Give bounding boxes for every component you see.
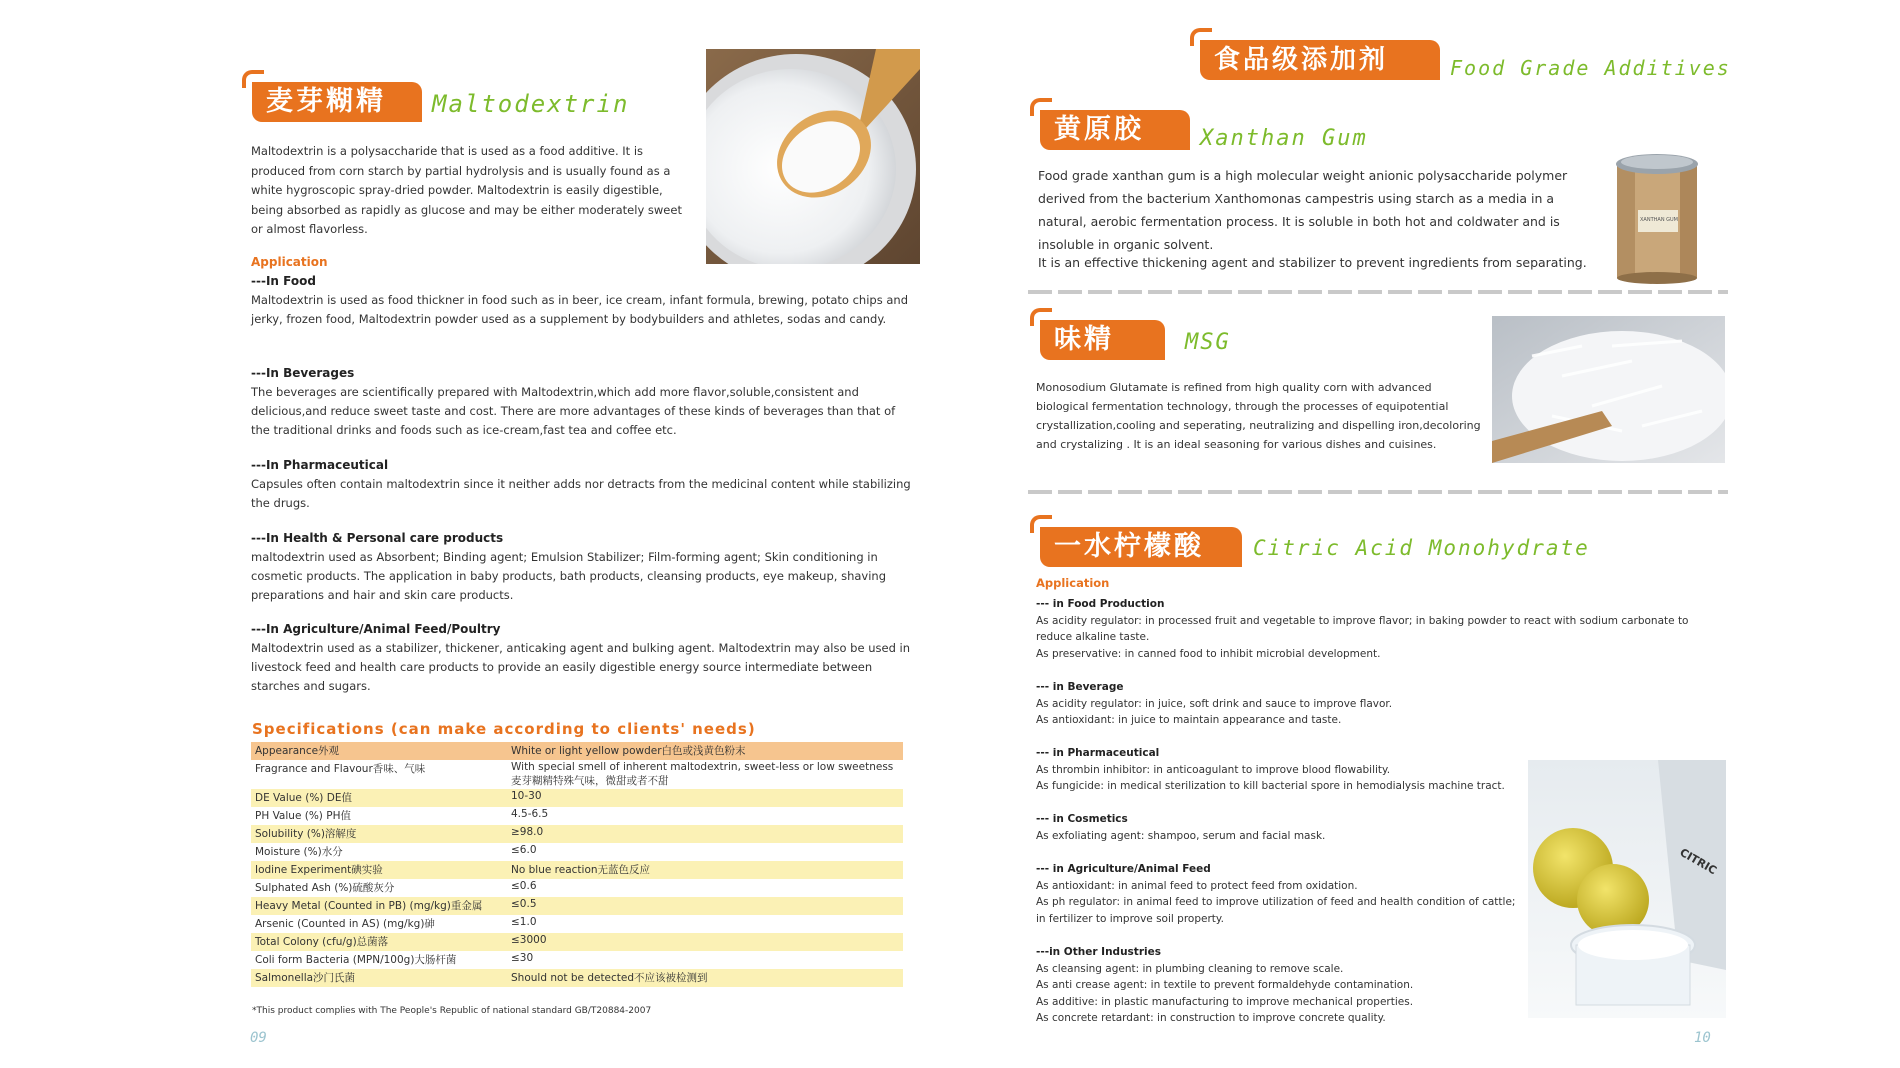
maltodextrin-intro: Maltodextrin is a polysaccharide that is used as a food additive. It is produced from corn starch by partial hydrolysis and is usually found as a white hygroscopic spray-dried powder. Maltodextrin is easily digestible, being absorbed as rapidly as glucose and may be either moderately sweet or almost flavorless.	[251, 144, 682, 236]
spec-row	[251, 951, 903, 969]
section-line: As antioxidant: in juice to maintain appearance and taste.	[1036, 714, 1342, 726]
citric-section-agriculture	[1036, 861, 1516, 927]
spec-row	[251, 807, 903, 825]
spec-value: Should not be detected不应该被检测到	[507, 969, 903, 987]
spec-value: ≤0.6	[511, 880, 537, 892]
section-text: maltodextrin used as Absorbent; Binding agent; Emulsion Stabilizer; Film-forming agent; Skin conditioning in cosmetic products. The application in baby products, bath products, cleansing products, eye makeup, shaving preparations and hair and skin care products.	[251, 550, 886, 602]
xanthan-title-en: Xanthan Gum	[1200, 126, 1368, 151]
maltodextrin-photo	[706, 49, 920, 264]
spec-value: White or light yellow powder白色或浅黄色粉末	[507, 742, 903, 760]
spec-value: ≤0.5	[507, 897, 903, 915]
section-text: Capsules often contain maltodextrin since it neither adds nor detracts from the medicinal content while stabilizing the drugs.	[251, 477, 911, 510]
spec-row	[251, 742, 903, 760]
spec-value: ≤1.0	[511, 916, 537, 928]
header-title-cn: 食品级添加剂	[1200, 40, 1440, 80]
page-number-right: 10	[1694, 1030, 1711, 1046]
section-title: --- in Cosmetics	[1036, 813, 1128, 825]
spec-key: DE Value (%) DE值	[251, 789, 507, 807]
maltodextrin-section-health	[251, 529, 911, 605]
page-number-left: 09	[250, 1030, 267, 1046]
section-title: --- in Food Production	[1036, 598, 1165, 610]
citric-title-en: Citric Acid Monohydrate	[1253, 536, 1590, 560]
section-line: As antioxidant: in animal feed to protect feed from oxidation.	[1036, 879, 1358, 892]
maltodextrin-section-agriculture	[251, 620, 916, 696]
spec-key: Arsenic (Counted in AS) (mg/kg)砷	[255, 918, 435, 930]
spec-key: Appearance外观	[251, 742, 507, 760]
spec-key: Total Colony (cfu/g)总菌落	[251, 933, 507, 951]
section-line: As acidity regulator: in processed fruit and vegetable to improve flavor; in baking powder to react with sodium carbonate to reduce alkaline taste.	[1036, 614, 1689, 643]
citric-section-cosmetics	[1036, 811, 1456, 844]
section-title: ---In Agriculture/Animal Feed/Poultry	[251, 622, 501, 636]
spec-value: ≤3000	[507, 933, 903, 951]
section-line: As concrete retardant: in construction to improve concrete quality.	[1036, 1012, 1386, 1024]
section-title: --- in Beverage	[1036, 681, 1124, 693]
section-title: --- in Pharmaceutical	[1036, 747, 1160, 759]
spec-row	[251, 861, 903, 879]
spec-row	[251, 897, 903, 915]
citric-application-label: Application	[1036, 576, 1110, 590]
spec-value: 4.5-6.5	[511, 808, 549, 820]
spec-value: No blue reaction无蓝色反应	[507, 861, 903, 879]
divider-1	[1028, 290, 1728, 294]
spec-value: With special smell of inherent maltodextrin, sweet-less or low sweetness 麦芽糊精特殊气味，微甜或者不甜	[511, 761, 894, 787]
spec-key: Sulphated Ash (%)硫酸灰分	[255, 882, 395, 894]
section-line: As additive: in plastic manufacturing to improve mechanical properties.	[1036, 995, 1414, 1008]
xanthan-title-cn: 黄原胶	[1040, 110, 1190, 150]
citric-section-pharmaceutical	[1036, 745, 1526, 795]
xanthan-drum-photo	[1610, 150, 1705, 285]
spec-table	[251, 742, 903, 987]
section-text: Maltodextrin used as a stabilizer, thickener, anticaking agent and bulking agent. Maltodextrin may also be used in livestock feed and health care products to provide an easily digestible energy source intermediate between starches and sugars.	[251, 641, 911, 693]
citric-photo-label: CITRIC	[1677, 845, 1719, 878]
spec-row	[251, 789, 903, 807]
maltodextrin-title-cn: 麦芽糊精	[252, 82, 422, 122]
spec-row	[251, 969, 903, 987]
msg-description: Monosodium Glutamate is refined from high quality corn with advanced biological fermentation technology, through the processes of equipotential crystallization,cooling and seperating, neutralizing and dispelling iron,decoloring and crystalizing . It is an ideal seasoning for various dishes and cuisines.	[1036, 381, 1481, 451]
spec-value: ≥98.0	[507, 825, 903, 843]
citric-title-cn: 一水柠檬酸	[1040, 527, 1242, 567]
spec-key: Salmonella沙门氏菌	[251, 969, 507, 987]
section-title: ---in Other Industries	[1036, 946, 1161, 958]
section-title: ---In Health & Personal care products	[251, 531, 504, 545]
spec-key: Moisture (%)水分	[255, 846, 343, 858]
section-line: As ph regulator: in animal feed to improve utilization of feed and health condition of cattle; in fertilizer to improve soil property.	[1036, 896, 1516, 925]
spec-row	[251, 760, 903, 789]
section-line: As thrombin inhibitor: in anticoagulant to improve blood flowability.	[1036, 763, 1391, 776]
section-line: As fungicide: in medical sterilization to kill bacterial spore in hemodialysis machine tract.	[1036, 780, 1505, 792]
msg-photo	[1492, 316, 1725, 463]
spec-key: Heavy Metal (Counted in PB) (mg/kg)重金属	[251, 897, 507, 915]
maltodextrin-title-en: Maltodextrin	[432, 90, 630, 118]
xanthan-line: natural, aerobic fermentation process. It is soluble in both hot and coldwater and is	[1038, 214, 1560, 229]
spec-row	[251, 915, 903, 933]
section-title: ---In Beverages	[251, 366, 355, 380]
spec-key: Iodine Experiment碘实验	[251, 861, 507, 879]
maltodextrin-section-beverages	[251, 364, 911, 440]
maltodextrin-section-food	[251, 272, 911, 329]
spec-value: ≤6.0	[511, 844, 537, 856]
citric-section-other-industries	[1036, 944, 1456, 1027]
section-text: Maltodextrin is used as food thickner in food such as in beer, ice cream, infant formula, brewing, potato chips and jerky, frozen food, Maltodextrin powder used as a supplement by bodybuilders and athletes, sodas and candy.	[251, 293, 908, 326]
section-line: As acidity regulator: in juice, soft drink and sauce to improve flavor.	[1036, 697, 1393, 710]
spec-title: Specifications (can make according to clients' needs)	[252, 720, 756, 738]
msg-title-en: MSG	[1185, 330, 1231, 355]
section-line: As anti crease agent: in textile to prevent formaldehyde contamination.	[1036, 979, 1414, 991]
section-title: ---In Food	[251, 274, 316, 288]
spec-row	[251, 825, 903, 843]
spec-value: ≤30	[511, 952, 534, 964]
spec-row	[251, 843, 903, 861]
header-title-en: Food Grade Additives	[1450, 56, 1731, 80]
divider-2	[1028, 490, 1728, 494]
xanthan-drum-label: XANTHAN GUM	[1640, 217, 1678, 223]
xanthan-line: It is an effective thickening agent and stabilizer to prevent ingredients from separating.	[1038, 255, 1587, 270]
xanthan-line: derived from the bacterium Xanthomonas campestris using starch as a media in a	[1038, 191, 1555, 206]
spec-key: Solubility (%)溶解度	[251, 825, 507, 843]
spec-key: PH Value (%) PH值	[255, 810, 351, 822]
citric-section-food-production	[1036, 596, 1726, 662]
msg-title-cn: 味精	[1040, 320, 1165, 360]
citric-section-beverage	[1036, 679, 1456, 729]
spec-value: 10-30	[507, 789, 903, 807]
section-title: ---In Pharmaceutical	[251, 458, 389, 472]
spec-row	[251, 933, 903, 951]
section-line: As exfoliating agent: shampoo, serum and facial mask.	[1036, 829, 1326, 842]
xanthan-line: Food grade xanthan gum is a high molecular weight anionic polysaccharide polymer	[1038, 168, 1568, 183]
spec-key: Fragrance and Flavour香味、气味	[255, 763, 426, 775]
spec-footnote: *This product complies with The People's Republic of national standard GB/T20884-2007	[252, 1006, 652, 1016]
spec-row	[251, 879, 903, 897]
xanthan-description	[1038, 164, 1598, 274]
section-title: --- in Agriculture/Animal Feed	[1036, 863, 1211, 875]
citric-photo	[1528, 760, 1726, 1018]
spec-key: Coli form Bacteria (MPN/100g)大肠杆菌	[255, 954, 457, 966]
section-line: As preservative: in canned food to inhibit microbial development.	[1036, 647, 1381, 660]
section-text: The beverages are scientifically prepared with Maltodextrin,which add more flavor,soluble,consistent and delicious,and reduce sweet taste and cost. There are more advantages of these kinds of beverages than that of the traditional drinks and foods such as ice-cream,fast tea and coffee etc.	[251, 385, 896, 437]
section-line: As cleansing agent: in plumbing cleaning to remove scale.	[1036, 962, 1344, 975]
maltodextrin-section-pharmaceutical	[251, 456, 911, 513]
xanthan-line: insoluble in organic solvent.	[1038, 237, 1214, 252]
maltodextrin-application-label: Application	[251, 255, 328, 269]
